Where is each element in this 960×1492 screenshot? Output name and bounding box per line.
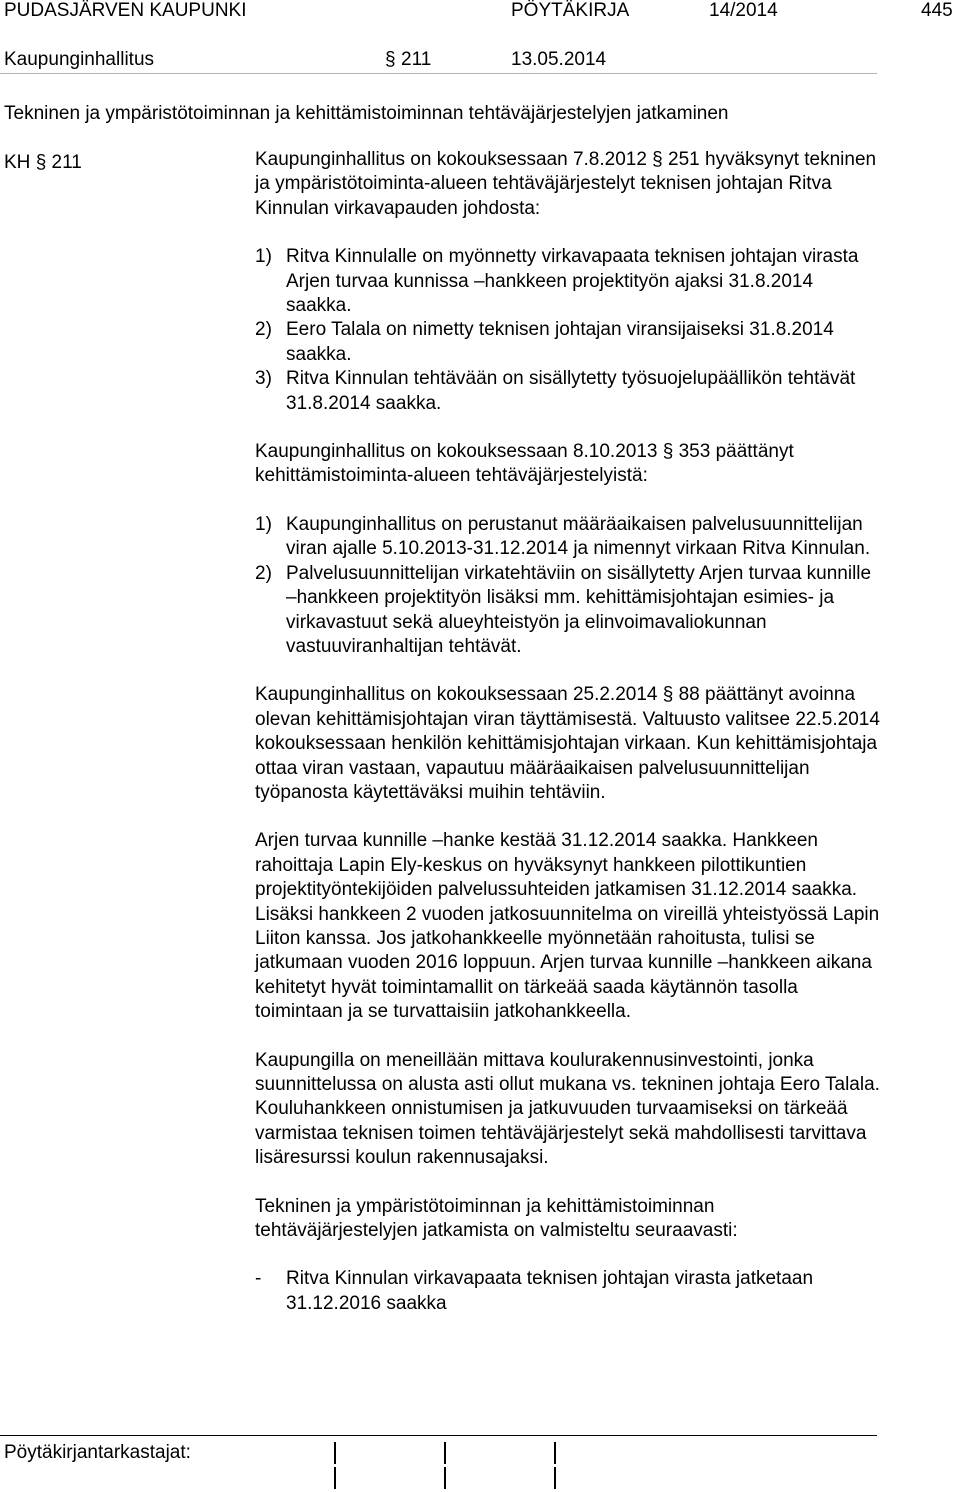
list-item: 1) Ritva Kinnulalle on myönnetty virkavapaata teknisen johtajan virasta Arjen turvaa kunnissa –hankkeen projektityön ajaksi 31.8.2014 saakka. [255,246,859,317]
paragraph-5: Kaupungilla on meneillään mittava koulurakennusinvestointi, jonka suunnittelussa on alusta asti ollut mukana vs. tekninen johtaja Eero Talala. Kouluhankkeen onnistumisen ja jatkuvuuden turvaamiseksi on tärkeää varmistaa teknisen toimen tehtäväjärjestelyt sekä mahdollisesti tarvittava lisäresurssi koulun rakennusajaksi. [255,1049,880,1169]
signature-slot [334,1442,336,1464]
list-item: 1) Kaupunginhallitus on perustanut määräaikaisen palvelusuunnittelijan viran ajalle 5.10.2013-31.12.2014 ja nimennyt virkaan Ritva Kinnulan. [255,513,871,560]
signature-slot [334,1467,336,1489]
list-3 [255,1267,880,1316]
section-symbol: § [385,49,396,70]
footer-label: Pöytäkirjantarkastajat: [4,1442,191,1463]
document-body [255,148,880,1316]
doc-number: 14/2014 [709,0,778,21]
paragraph-4: Arjen turvaa kunnille –hanke kestää 31.12.2014 saakka. Hankkeen rahoittaja Lapin Ely-keskus on hyväksynyt hankkeen pilottikuntien projektityöntekijöiden palvelussuhteiden jatkamisen 31.12.2014 saakka. Lisäksi hankkeen 2 vuoden jatkosuunnitelma on vireillä yhteistyössä Lapin Liiton kanssa. Jos jatkohankkeelle myönnetään rahoitusta, tulisi se jatkumaan vuoden 2016 loppuun. Arjen turvaa kunnille –hankkeen aikana kehitetyt hyvät toimintamallit on tärkeää saada käytännön tasolla toimintaan ja se turvattaisiin jatkohankkeella. [255,830,880,1023]
signature-slot [444,1442,446,1464]
item-number: 211 [51,152,82,173]
body-name: Kaupunginhallitus [4,49,155,70]
section-number: 211 [401,49,432,70]
signature-slot [554,1467,556,1489]
list-item: 2) Eero Talala on nimetty teknisen johtajan viransijaiseksi 31.8.2014 saakka. [255,319,834,365]
page-title: Tekninen ja ympäristötoiminnan ja kehittämistoiminnan tehtäväjärjestelyjen jatkaminen [4,103,729,124]
paragraph-1: Kaupunginhallitus on kokouksessaan 7.8.2012 § 251 hyväksynyt tekninen ja ympäristötoiminta-alueen tehtäväjärjestelyt teknisen johtajan Ritva Kinnulan virkavapauden johdosta: [255,149,877,219]
paragraph-6: Tekninen ja ympäristötoiminnan ja kehittämistoiminnan tehtäväjärjestelyjen jatkamista on valmisteltu seuraavasti: [255,1195,738,1242]
meeting-date: 13.05.2014 [511,49,607,70]
paragraph-2: Kaupunginhallitus on kokouksessaan 8.10.2013 § 353 päättänyt kehittämistoiminta-alueen tehtäväjärjestelyistä: [255,441,794,487]
list-item: 2) Palvelusuunnittelijan virkatehtäviin on sisällytetty Arjen turvaa kunnille –hankkeen projektityön lisäksi mm. kehittämisjohtajan esimies- ja virkavastuut sekä alueyhteistyön ja elinvoimavaliokunnan vastuuviranhaltijan tehtävät. [255,562,872,657]
item-symbol: § [35,152,47,173]
footer-divider [0,1435,877,1436]
item-label [4,152,82,174]
list-2 [255,513,880,659]
header-divider [0,73,877,74]
signature-slot [554,1442,556,1464]
org-name: PUDASJÄRVEN KAUPUNKI [4,0,247,21]
list-item: 3) Ritva Kinnulan tehtävään on sisällytetty työsuojelupäällikön tehtävät 31.8.2014 saakka. [255,368,856,414]
signature-slot [444,1467,446,1489]
list-item: - Ritva Kinnulan virkavapaata teknisen johtajan virasta jatketaan 31.12.2016 saakka [255,1268,814,1314]
doc-type: PÖYTÄKIRJA [511,0,630,21]
item-prefix: KH [4,152,31,173]
paragraph-3: Kaupunginhallitus on kokouksessaan 25.2.2014 § 88 päättänyt avoinna olevan kehittämisjohtajan viran täyttämisestä. Valtuusto valitsee 22.5.2014 kokouksessaan henkilön kehittämisjohtajan virkaan. Kun kehittämisjohtaja ottaa viran vastaan, vapautuu määräaikaisen palvelusuunnittelijan työpanosta käytettäväksi muihin tehtäviin. [255,684,880,803]
list-1 [255,245,880,416]
page-number: 445 [921,0,953,21]
